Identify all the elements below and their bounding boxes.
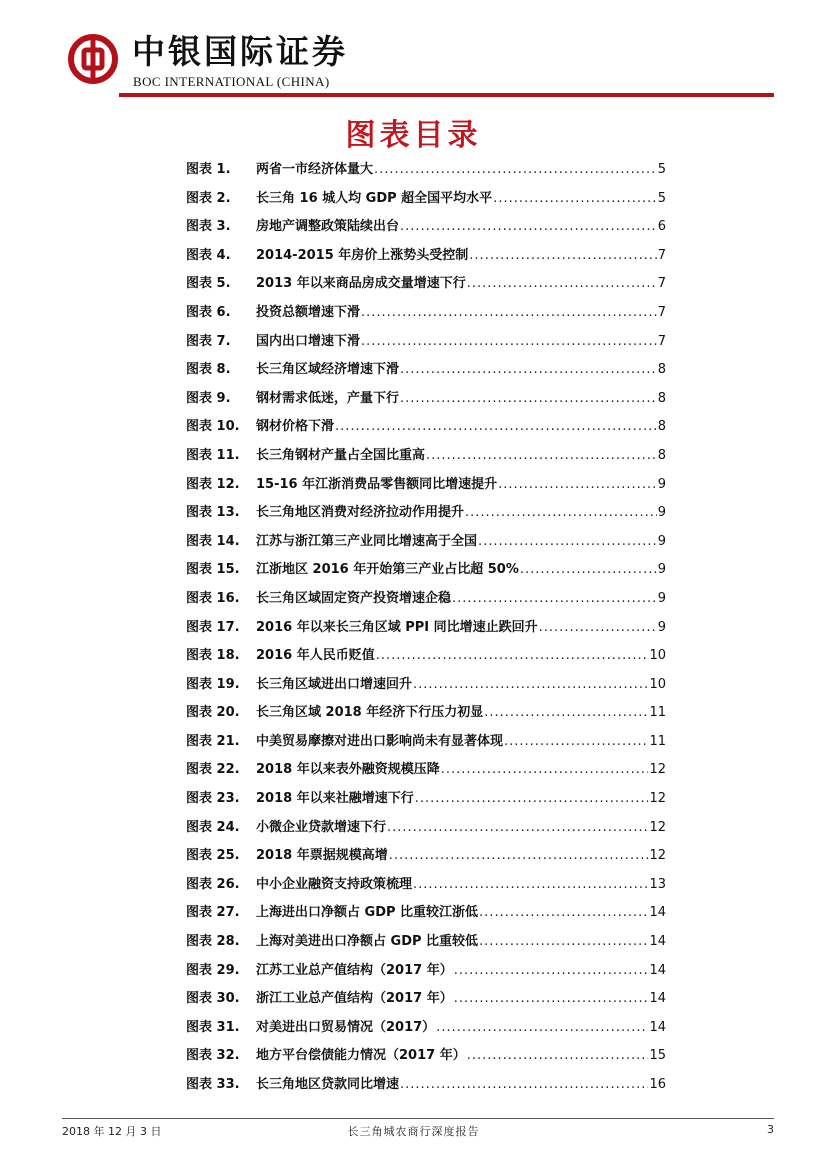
toc-entry-page[interactable]: 10 [649,648,666,664]
toc-entry-label: 图表 27. [186,905,240,921]
toc-entry-leader [479,928,648,957]
toc-entry-page[interactable]: 8 [657,419,666,435]
toc-entry-label: 图表 15. [186,562,240,578]
toc-entry[interactable] [186,471,666,500]
toc-entry-page[interactable]: 16 [649,1077,666,1092]
toc-entry-page[interactable]: 8 [657,362,666,378]
toc-entry-leader [413,671,648,700]
toc-entry-page[interactable]: 14 [649,962,666,978]
toc-entry[interactable] [186,585,666,614]
toc-entry-text[interactable]: 2013 年以来商品房成交量增速下行 [256,276,466,292]
toc-entry-label: 图表 21. [186,733,240,749]
toc-entry-text[interactable]: 长三角地区贷款同比增速 [256,1077,400,1092]
toc-entry-text[interactable]: 15-16 年江浙消费品零售额同比增速提升 [256,476,498,492]
toc-entry-leader [400,356,657,385]
toc-entry[interactable] [186,1014,666,1043]
toc-entry-text[interactable]: 上海对美进出口净额占 GDP 比重较低 [256,934,479,950]
toc-entry-label: 图表 31. [186,1019,240,1035]
toc-entry-leader [400,1071,648,1100]
toc-entry[interactable] [186,642,666,671]
toc-entry-label: 图表 24. [186,819,240,835]
toc-entry-page[interactable]: 14 [649,934,666,950]
toc-entry-label: 图表 29. [186,962,240,978]
toc-entry-label: 图表 23. [186,791,240,807]
toc-entry-leader [400,385,657,414]
toc-entry-text[interactable]: 长三角 16 城人均 GDP 超全国平均水平 [256,190,493,206]
boc-logo-icon [68,34,118,84]
toc-entry-page[interactable]: 9 [657,590,666,606]
toc-entry-leader [467,1042,649,1071]
toc-entry-text[interactable]: 上海进出口净额占 GDP 比重较江浙低 [256,905,479,921]
toc-entry-leader [441,756,649,785]
toc-entry-text[interactable]: 长三角区域经济增速下滑 [256,362,400,378]
toc-entry-leader [469,242,656,271]
toc-entry[interactable] [186,842,666,871]
toc-entry-text[interactable]: 2018 年以来社融增速下行 [256,791,414,807]
toc-entry-page[interactable]: 9 [657,505,666,521]
toc-entry-leader [467,270,657,299]
brand-name-cn: 中银国际证券 [132,32,348,71]
toc-entry-text[interactable]: 钢材需求低迷，产量下行 [256,390,400,406]
toc-entry-text[interactable]: 对美进出口贸易情况（2017） [256,1019,436,1035]
toc-entry-label: 图表 3. [186,219,231,235]
toc-entry-page[interactable]: 6 [657,219,666,235]
toc-entry-text[interactable]: 江浙地区 2016 年开始第三产业占比超 50% [256,562,519,578]
toc-entry[interactable] [186,185,666,214]
toc-entry[interactable] [186,270,666,299]
toc-entry-page[interactable]: 7 [657,247,666,263]
toc-entry-leader [400,213,657,242]
toc-entry-label: 图表 20. [186,705,240,721]
toc-entry-label: 图表 1. [186,162,231,177]
toc-entry-page[interactable]: 12 [649,762,666,778]
toc-entry-leader [454,957,649,986]
toc-entry-leader [387,814,648,843]
toc-entry[interactable] [186,528,666,557]
toc-entry-text[interactable]: 江苏与浙江第三产业同比增速高于全国 [256,533,478,549]
brand-name-en: BOC INTERNATIONAL (CHINA) [133,74,330,89]
toc-entry-label: 图表 26. [186,876,240,892]
footer-page-number: 3 [767,1123,774,1136]
toc-entry-label: 图表 11. [186,447,240,463]
toc-entry[interactable] [186,728,666,757]
toc-entry-text[interactable]: 长三角钢材产量占全国比重高 [256,447,426,463]
toc-entry[interactable] [186,442,666,471]
toc-entry-leader [484,699,648,728]
toc-entry[interactable] [186,1042,666,1071]
toc-entry-text[interactable]: 2018 年以来表外融资规模压降 [256,762,440,778]
toc-entry-leader [465,499,657,528]
toc-entry-leader [520,556,657,585]
toc-entry-page[interactable]: 9 [657,476,666,492]
toc-entry-label: 图表 2. [186,190,231,206]
toc-entry-page[interactable]: 7 [657,276,666,292]
toc-entry[interactable] [186,413,666,442]
toc-entry-leader [415,785,649,814]
toc-entry[interactable] [186,499,666,528]
toc-entry-label: 图表 7. [186,333,231,349]
toc-entry-page[interactable]: 9 [657,619,666,635]
toc-entry-label: 图表 18. [186,648,240,664]
toc-entry[interactable] [186,213,666,242]
toc-entry-leader [426,442,657,471]
toc-entry-page[interactable]: 12 [649,819,666,835]
toc-entry-label: 图表 12. [186,476,240,492]
toc-entry-label: 图表 14. [186,533,240,549]
toc-entry[interactable] [186,985,666,1014]
toc-entry[interactable] [186,785,666,814]
toc-entry-label: 图表 25. [186,848,240,864]
toc-entry-page[interactable]: 10 [649,676,666,692]
toc-entry[interactable] [186,899,666,928]
toc-entry-page[interactable]: 9 [657,533,666,549]
toc-entry-text[interactable]: 2016 年人民币贬值 [256,648,375,664]
toc-entry[interactable] [186,299,666,328]
toc-entry-page[interactable]: 14 [649,905,666,921]
toc-entry-leader [452,585,657,614]
toc-entry-label: 图表 9. [186,390,231,406]
toc-entry[interactable] [186,156,666,185]
toc-entry-label: 图表 17. [186,619,240,635]
toc-entry-label: 图表 4. [186,247,231,263]
toc-entry[interactable] [186,671,666,700]
header-divider [119,93,774,97]
toc-entry-leader [539,614,657,643]
toc-entry-label: 图表 30. [186,991,240,1007]
toc-entry-label: 图表 16. [186,590,240,606]
toc-entry[interactable] [186,814,666,843]
toc-entry-page[interactable]: 13 [649,876,666,892]
toc-entry-leader [498,471,657,500]
toc-entry[interactable] [186,699,666,728]
toc-entry-leader [504,728,648,757]
toc-entry-text[interactable]: 投资总额增速下滑 [256,304,361,320]
toc-entry[interactable] [186,356,666,385]
toc-entry-text[interactable]: 国内出口增速下滑 [256,333,361,349]
toc-entry-text[interactable]: 浙江工业总产值结构（2017 年） [256,991,453,1007]
toc-entry-page[interactable]: 5 [657,190,666,206]
toc-entry-text[interactable]: 地方平台偿债能力情况（2017 年） [256,1048,466,1064]
toc-entry-leader [376,642,649,671]
toc-entry[interactable] [186,756,666,785]
toc-entry-text[interactable]: 房地产调整政策陆续出台 [256,219,400,235]
toc-entry-text[interactable]: 中小企业融资支持政策梳理 [256,876,413,892]
toc-entry-text[interactable]: 2014-2015 年房价上涨势头受控制 [256,247,469,263]
toc-entry-text[interactable]: 长三角区域固定资产投资增速企稳 [256,590,452,606]
toc-entry-leader [454,985,649,1014]
toc-entry-leader [479,899,648,928]
toc-list [186,156,666,1100]
toc-entry-label: 图表 8. [186,362,231,378]
toc-entry-label: 图表 22. [186,762,240,778]
toc-entry-text[interactable]: 两省一市经济体量大 [256,162,374,177]
toc-entry-leader [361,328,657,357]
toc-entry-label: 图表 10. [186,419,240,435]
toc-entry-text[interactable]: 长三角区域进出口增速回升 [256,676,413,692]
toc-entry-page[interactable]: 7 [657,333,666,349]
footer-divider [62,1118,774,1119]
toc-entry-page[interactable]: 8 [657,447,666,463]
toc-entry-label: 图表 32. [186,1048,240,1064]
toc-entry-label: 图表 19. [186,676,240,692]
toc-entry-text[interactable]: 小微企业贷款增速下行 [256,819,387,835]
toc-entry-page[interactable]: 8 [657,390,666,406]
toc-entry[interactable] [186,1071,666,1100]
toc-entry-leader [436,1014,648,1043]
toc-entry[interactable] [186,871,666,900]
toc-entry-label: 图表 5. [186,276,231,292]
toc-entry-page[interactable]: 14 [649,991,666,1007]
toc-entry-leader [478,528,657,557]
toc-entry-leader [335,413,657,442]
toc-entry-text[interactable]: 中美贸易摩擦对进出口影响尚未有显著体现 [256,733,504,749]
toc-entry-label: 图表 28. [186,934,240,950]
toc-entry-label: 图表 6. [186,304,231,320]
footer-date: 2018 年 12 月 3 日 [62,1125,162,1138]
toc-entry-leader [389,842,649,871]
toc-entry-text[interactable]: 2016 年以来长三角区域 PPI 同比增速止跌回升 [256,619,538,635]
toc-entry-text[interactable]: 江苏工业总产值结构（2017 年） [256,962,453,978]
toc-entry[interactable] [186,928,666,957]
toc-entry[interactable] [186,242,666,271]
toc-entry-label: 图表 33. [186,1077,240,1092]
toc-entry-page[interactable]: 9 [657,562,666,578]
toc-entry-text[interactable]: 长三角区域 2018 年经济下行压力初显 [256,705,484,721]
toc-entry-text[interactable]: 长三角地区消费对经济拉动作用提升 [256,505,465,521]
toc-title: 图表目录 [345,118,482,153]
toc-entry-page[interactable]: 5 [657,162,666,177]
toc-entry[interactable] [186,957,666,986]
toc-entry-text[interactable]: 钢材价格下滑 [256,419,335,435]
toc-entry-page[interactable]: 7 [657,304,666,320]
toc-entry-leader [493,185,657,214]
toc-entry[interactable] [186,614,666,643]
toc-entry-page[interactable]: 14 [649,1019,666,1035]
toc-entry-page[interactable]: 11 [649,705,666,721]
toc-entry-label: 图表 13. [186,505,240,521]
toc-entry[interactable] [186,328,666,357]
toc-entry-page[interactable]: 11 [649,733,666,749]
toc-entry-page[interactable]: 15 [649,1048,666,1064]
toc-entry[interactable] [186,556,666,585]
toc-entry-page[interactable]: 12 [649,791,666,807]
toc-entry-page[interactable]: 12 [649,848,666,864]
toc-entry-leader [361,299,657,328]
toc-entry-text[interactable]: 2018 年票据规模高增 [256,848,388,864]
toc-entry-leader [413,871,648,900]
page-header [62,28,774,98]
footer-report-title: 长三角城农商行深度报告 [347,1125,480,1138]
toc-entry-leader [374,156,657,185]
toc-entry[interactable] [186,385,666,414]
